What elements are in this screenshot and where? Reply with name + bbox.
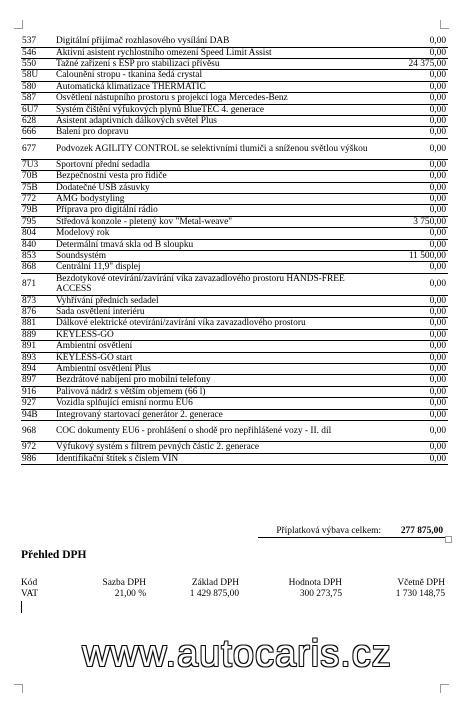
crop-mark-bottom-left: [14, 684, 23, 693]
equipment-description: Aktivní asistent rychlostního omezení Speed Limit Assist: [56, 47, 272, 58]
equipment-description: Sada osvětlení interiéru: [56, 307, 145, 318]
table-row: [21, 262, 448, 273]
equipment-price: 11 500,00: [408, 251, 446, 261]
table-row: [21, 70, 448, 81]
table-row: [21, 307, 448, 318]
equipment-code: 840: [22, 239, 37, 250]
equipment-description: Bezpečnostní vesta pro řidiče: [56, 171, 167, 182]
equipment-price: 0,00: [429, 295, 446, 306]
vat-header-row: [21, 578, 445, 589]
equipment-price: 0,00: [429, 329, 446, 340]
table-row: [21, 239, 448, 250]
equipment-price: 0,00: [429, 81, 446, 92]
equipment-code: 891: [22, 341, 37, 352]
table-row: [21, 329, 448, 340]
equipment-code: 968: [22, 425, 37, 436]
equipment-price: 0,00: [429, 375, 446, 386]
equipment-price: 0,00: [429, 442, 446, 453]
equipment-description: Tažné zařízení s ESP pro stabilizaci přívěsu: [56, 58, 220, 69]
equipment-price: 0,00: [429, 115, 446, 126]
vat-total: 1 730 148,75: [395, 589, 445, 599]
equipment-price: 0,00: [429, 364, 446, 375]
equipment-price: 0,00: [429, 171, 446, 182]
equipment-price: 0,00: [429, 279, 446, 290]
equipment-price: 0,00: [429, 36, 446, 47]
table-row: [21, 386, 448, 397]
equipment-price: 0,00: [429, 425, 446, 436]
equipment-code: 889: [22, 329, 37, 340]
equipment-description: KEYLESS-GO: [56, 329, 114, 340]
table-row: [21, 352, 448, 363]
crop-mark-top-left: [14, 20, 23, 29]
equipment-price: 0,00: [429, 341, 446, 352]
table-row: [21, 171, 448, 182]
equipment-code: 873: [22, 295, 37, 306]
equipment-code: 628: [22, 115, 37, 126]
equipment-description: COC dokumenty EU6 - prohlášení o shodě pro nepřihlášené vozy - II. díl: [56, 425, 332, 436]
equipment-price: 0,00: [429, 453, 446, 464]
total-underline: [258, 537, 445, 538]
equipment-description: Centrální 11,9" displej: [56, 262, 141, 273]
equipment-description: Vozidla splňující emisní normu EU6: [56, 398, 193, 409]
table-row: [21, 364, 448, 375]
equipment-code: 897: [22, 375, 37, 386]
equipment-code: 795: [22, 216, 37, 227]
table-row: [21, 58, 448, 69]
equipment-price: 0,00: [429, 104, 446, 115]
equipment-description: Bezdrátové nabíjení pro mobilní telefony: [56, 375, 211, 386]
equipment-description: Sportovní přední sedadla: [56, 159, 150, 170]
equipment-description: Bezdotykové otevírání/zavírání víka zavazadlového prostoru HANDS-FREE ACCESS: [56, 273, 345, 295]
equipment-price: 0,00: [429, 47, 446, 58]
equipment-price: 0,00: [429, 205, 446, 216]
vat-base: 1 429 875,00: [189, 589, 239, 599]
equipment-price: 0,00: [429, 159, 446, 170]
equipment-description: Dodatečné USB zásuvky: [56, 182, 150, 193]
equipment-description: Digitální přijímač rozhlasového vysílání DAB: [56, 36, 230, 47]
table-row: [21, 409, 448, 420]
vat-header-amount: Hodnota DPH: [288, 578, 342, 588]
equipment-code: 853: [22, 251, 37, 261]
equipment-code: 871: [22, 279, 37, 290]
equipment-description: Automatická klimatizace THERMATIC: [56, 81, 206, 92]
equipment-code: 58U: [22, 70, 39, 81]
table-row: [21, 159, 448, 170]
equipment-price: 0,00: [429, 143, 446, 154]
equipment-code: 537: [22, 36, 37, 47]
equipment-price: 0,00: [429, 307, 446, 318]
equipment-price: 0,00: [429, 352, 446, 363]
table-row: [21, 228, 448, 239]
crop-mark-bottom-right: [440, 684, 449, 693]
equipment-description: Ambientní osvětlení: [56, 341, 133, 352]
table-row: [21, 81, 448, 92]
table-row: [21, 205, 448, 216]
equipment-description: Identifikační štítek s číslem VIN: [56, 453, 179, 464]
equipment-description: Determální tmavá skla od B sloupku: [56, 239, 194, 250]
equipment-code: 587: [22, 93, 37, 104]
equipment-price: 0,00: [429, 262, 446, 273]
total-value: 277 875,00: [400, 526, 443, 536]
equipment-price: 0,00: [429, 182, 446, 193]
table-row: [21, 421, 448, 442]
table-row: [21, 193, 448, 204]
equipment-code: 94B: [22, 409, 38, 420]
table-row: [21, 138, 448, 159]
equipment-description: Výfukový systém s filtrem pevných částic 2. generace: [56, 442, 260, 453]
table-row: [21, 182, 448, 193]
vat-data-row: [21, 589, 445, 600]
equipment-description: Dálkové elektrické otevírání/zavírání víka zavazadlového prostoru: [56, 318, 306, 329]
vat-header-total: Včetně DPH: [397, 578, 445, 588]
equipment-table: [21, 36, 448, 465]
equipment-description: Balení pro dopravu: [56, 127, 129, 138]
vat-amount: 300 273,75: [299, 589, 342, 599]
watermark: www.autocaris.cz: [82, 633, 392, 675]
table-row: [21, 442, 448, 453]
equipment-description: Soundsystém: [56, 251, 107, 261]
equipment-description: Modelový rok: [56, 228, 110, 239]
equipment-description: Ambientní osvětlení Plus: [56, 364, 151, 375]
equipment-code: 580: [22, 81, 37, 92]
table-row: [21, 47, 448, 58]
equipment-description: Čalounění stropu - tkanina šedá crystal: [56, 70, 203, 81]
equipment-price: 3 750,00: [413, 216, 446, 227]
equipment-description: Palivová nádrž s větším objemem (66 l): [56, 386, 206, 397]
vat-header-rate: Sazba DPH: [102, 578, 146, 588]
equipment-code: 804: [22, 228, 37, 239]
table-row: [21, 318, 448, 329]
equipment-description: KEYLESS-GO start: [56, 352, 133, 363]
equipment-description: Středová konzole - pletený kov "Metal-weave": [56, 216, 233, 227]
vat-code: VAT: [21, 589, 39, 599]
equipment-price: 0,00: [429, 318, 446, 329]
table-row: [21, 295, 448, 306]
equipment-code: 7U3: [22, 159, 39, 170]
equipment-price: 24 375,00: [408, 58, 446, 69]
equipment-price: 0,00: [429, 193, 446, 204]
equipment-code: 550: [22, 58, 37, 69]
equipment-price: 0,00: [429, 70, 446, 81]
table-row: [21, 398, 448, 409]
equipment-code: 75B: [22, 182, 38, 193]
crop-mark-top-right: [440, 20, 449, 29]
vat-header-code: Kód: [21, 578, 38, 588]
equipment-price: 0,00: [429, 239, 446, 250]
equipment-price: 0,00: [429, 228, 446, 239]
table-row: [21, 453, 448, 464]
table-row: [21, 115, 448, 126]
equipment-code: 772: [22, 193, 37, 204]
equipment-price: 0,00: [429, 93, 446, 104]
equipment-code: 666: [22, 127, 37, 138]
equipment-code: 916: [22, 386, 37, 397]
table-row: [21, 216, 448, 227]
table-row: [21, 273, 448, 295]
equipment-code: 677: [22, 143, 37, 154]
equipment-price: 0,00: [429, 398, 446, 409]
equipment-code: 894: [22, 364, 37, 375]
table-row: [21, 375, 448, 386]
equipment-description: Osvětlení nástupního prostoru s projekcí loga Mercedes-Benz: [56, 93, 288, 104]
equipment-description: Podvozek AGILITY CONTROL se selektivními tlumiči a sníženou světlou výškou: [56, 143, 368, 154]
vat-header-base: Základ DPH: [191, 578, 239, 588]
equipment-code: 546: [22, 47, 37, 58]
table-row: [21, 251, 448, 262]
equipment-price: 0,00: [429, 409, 446, 420]
text-cursor: [21, 601, 22, 613]
total-label: Příplatková výbava celkem:: [276, 526, 381, 536]
equipment-description: Systém čištění výfukových plynů BlueTEC 4. generace: [56, 104, 265, 115]
equipment-description: AMG bodystyling: [56, 193, 125, 204]
equipment-code: 6U7: [22, 104, 39, 115]
equipment-price: 0,00: [429, 386, 446, 397]
equipment-description: Asistent adaptivních dálkových světel Plus: [56, 115, 217, 126]
vat-section-title: Přehled DPH: [21, 549, 87, 561]
equipment-code: 986: [22, 453, 37, 464]
equipment-description: Příprava pro digitální rádio: [56, 205, 158, 216]
vat-table: [21, 578, 445, 600]
table-resize-handle[interactable]: [445, 536, 452, 543]
equipment-code: 79B: [22, 205, 38, 216]
equipment-code: 972: [22, 442, 37, 453]
equipment-code: 868: [22, 262, 37, 273]
table-row: [21, 127, 448, 138]
equipment-total: [21, 526, 445, 538]
vat-rate: 21,00 %: [114, 589, 146, 599]
table-row: [21, 93, 448, 104]
equipment-code: 881: [22, 318, 37, 329]
table-row: [21, 36, 448, 47]
table-row: [21, 341, 448, 352]
equipment-code: 876: [22, 307, 37, 318]
equipment-code: 70B: [22, 171, 38, 182]
equipment-code: 893: [22, 352, 37, 363]
equipment-description: Integrovaný startovací generátor 2. generace: [56, 409, 223, 420]
equipment-description: Vyhřívání předních sedadel: [56, 295, 159, 306]
table-row: [21, 104, 448, 115]
equipment-price: 0,00: [429, 127, 446, 138]
equipment-code: 927: [22, 398, 37, 409]
